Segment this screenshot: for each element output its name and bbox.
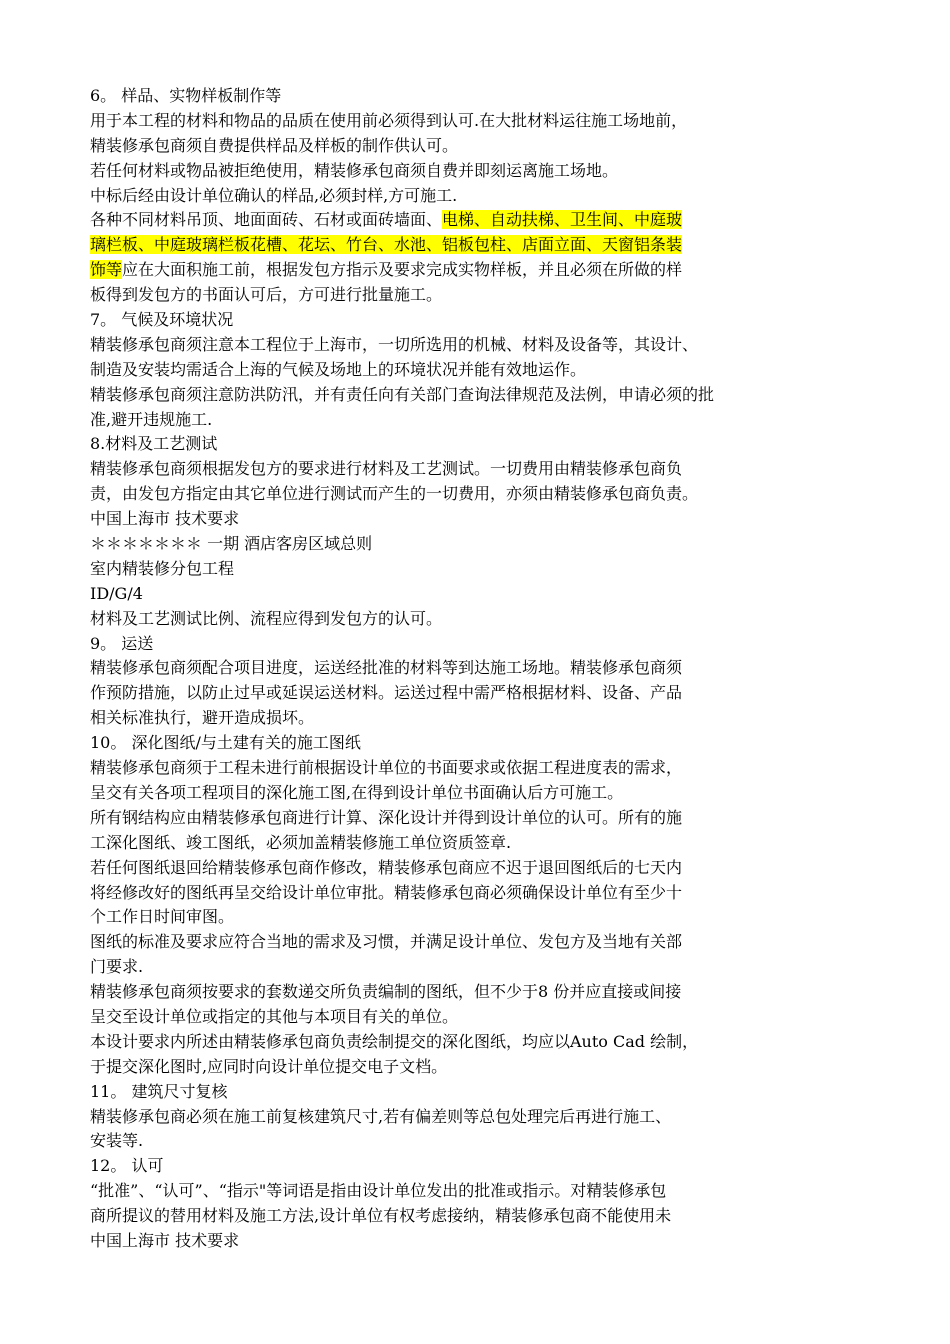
text-line: 中标后经由设计单位确认的样品,必须封样,方可施工.	[90, 185, 458, 205]
text-line: 呈交有关各项工程项目的深化施工图,在得到设计单位书面确认后方可施工。	[90, 782, 624, 802]
text-line: 12。 认可	[90, 1156, 164, 1176]
text-line: 板得到发包方的书面认可后，方可进行批量施工。	[90, 285, 443, 305]
text-line: 个工作日时间审图。	[90, 907, 235, 927]
text-line: 精装修承包商须注意防洪防汛，并有责任向有关部门查询法律规范及法例，申请必须的批	[90, 384, 715, 404]
text-line: 用于本工程的材料和物品的品质在使用前必须得到认可.在大批材料运往施工场地前，	[90, 110, 688, 130]
highlighted-text: 璃栏板、中庭玻璃栏板花槽、花坛、竹台、水池、铝板包柱、店面立面、天窗铝条装	[90, 235, 683, 255]
text-line: 精装修承包商须按要求的套数递交所负责编制的图纸，但不少于8 份并应直接或间接	[90, 982, 682, 1002]
text-line: 7。 气候及环境状况	[90, 310, 234, 330]
text-line: 门要求.	[90, 957, 144, 977]
text-line: 精装修承包商须于工程未进行前根据设计单位的书面要求或依据工程进度表的需求，	[90, 758, 683, 778]
text-line: 本设计要求内所述由精装修承包商负责绘制提交的深化图纸，均应以Auto Cad 绘制，	[90, 1031, 699, 1051]
text-line	[90, 233, 890, 258]
text-line: 制造及安装均需适合上海的气候及场地上的环境状况并能有效地运作。	[90, 359, 587, 379]
text-line: “批准”、“认可”、“指示"等词语是指由设计单位发出的批准或指示。对精装修承包	[90, 1181, 667, 1201]
text-line: 精装修承包商须配合项目进度，运送经批准的材料等到达施工场地。精装修承包商须	[90, 658, 683, 678]
text-segment: 应在大面积施工前，根据发包方指示及要求完成实物样板，并且必须在所做的样	[122, 260, 683, 280]
text-line: 精装修承包商必须在施工前复核建筑尺寸,若有偏差则等总包处理完后再进行施工、	[90, 1106, 672, 1126]
text-line: 相关标准执行，避开造成损坏。	[90, 708, 315, 728]
text-line: 精装修承包商须注意本工程位于上海市，一切所选用的机械、材料及设备等，其设计、	[90, 334, 699, 354]
text-line: 精装修承包商须自费提供样品及样板的制作供认可。	[90, 135, 459, 155]
highlighted-text: 电梯、自动扶梯、卫生间、中庭玻	[442, 210, 683, 230]
text-line: 工深化图纸、竣工图纸，必须加盖精装修施工单位资质签章.	[90, 832, 512, 852]
highlighted-text: 饰等	[90, 260, 123, 280]
text-line: 中国上海市 技术要求	[90, 509, 240, 529]
text-line: 责，由发包方指定由其它单位进行测试而产生的一切费用，亦须由精装修承包商负责。	[90, 484, 699, 504]
text-line: 室内精装修分包工程	[90, 558, 235, 578]
text-line: 中国上海市 技术要求	[90, 1230, 240, 1250]
text-line: ＊＊＊＊＊＊＊ 一期 酒店客房区域总则	[90, 534, 373, 554]
text-line: 材料及工艺测试比例、流程应得到发包方的认可。	[90, 608, 443, 628]
text-line: 8.材料及工艺测试	[90, 434, 218, 454]
text-line: 图纸的标准及要求应符合当地的需求及习惯，并满足设计单位、发包方及当地有关部	[90, 932, 683, 952]
text-line: 精装修承包商须根据发包方的要求进行材料及工艺测试。一切费用由精装修承包商负	[90, 459, 683, 479]
text-line: 6。 样品、实物样板制作等	[90, 86, 282, 105]
text-line: 于提交深化图时,应同时向设计单位提交电子文档。	[90, 1056, 448, 1076]
text-line: 准,避开违规施工.	[90, 409, 213, 429]
text-line: 若任何图纸退回给精装修承包商作修改，精装修承包商应不迟于退回图纸后的七天内	[90, 857, 683, 877]
text-line: 呈交至设计单位或指定的其他与本项目有关的单位。	[90, 1006, 459, 1026]
text-line: 所有钢结构应由精装修承包商进行计算、深化设计并得到设计单位的认可。所有的施	[90, 807, 683, 827]
text-line	[90, 208, 890, 233]
text-line: 10。 深化图纸/与土建有关的施工图纸	[90, 733, 361, 753]
text-line: ID/G/4	[90, 583, 143, 603]
text-line: 安装等.	[90, 1131, 144, 1151]
text-segment: 各种不同材料吊顶、地面面砖、石材或面砖墙面、	[90, 210, 443, 230]
text-line	[90, 258, 890, 283]
text-line: 11。 建筑尺寸复核	[90, 1081, 228, 1101]
text-line: 9。 运送	[90, 633, 154, 653]
text-line: 作预防措施，以防止过早或延误运送材料。运送过程中需严格根据材料、设备、产品	[90, 683, 683, 703]
text-line: 商所提议的替用材料及施工方法,设计单位有权考虑接纳，精装修承包商不能使用未	[90, 1206, 672, 1226]
text-line: 若任何材料或物品被拒绝使用，精装修承包商须自费并即刻运离施工场地。	[90, 160, 619, 180]
text-line: 将经修改好的图纸再呈交给设计单位审批。精装修承包商必须确保设计单位有至少十	[90, 882, 683, 902]
